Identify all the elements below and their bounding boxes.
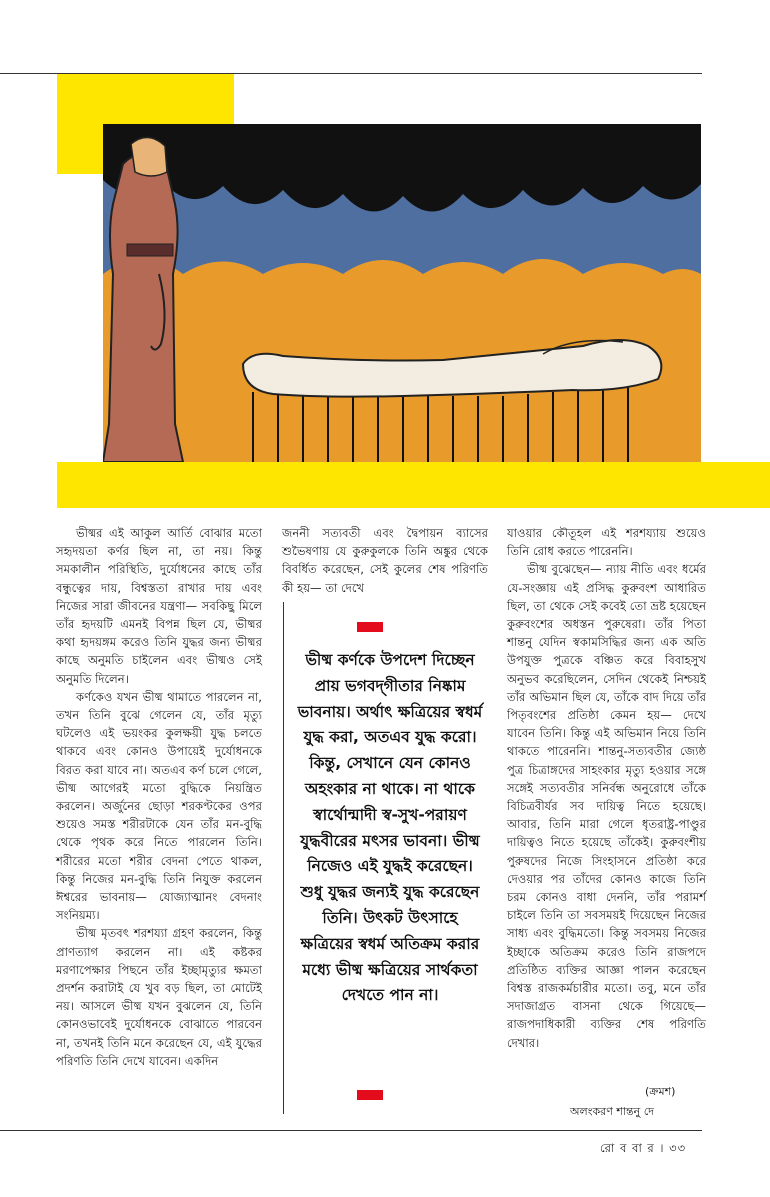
- illustration-bhishma-deathbed: [103, 124, 701, 462]
- column3-paragraph-1: যাওয়ার কৌতূহল এই শরশয্যায় শুয়েও তিনি রোধ করতে পারেননি।: [507, 526, 706, 559]
- pullquote-text: ভীষ্ম কর্ণকে উপদেশ দিচ্ছেন প্রায় ভগবদ্‌গীতার নিষ্কাম ভাবনায়। অর্থাৎ ক্ষত্রিয়ের স্বধর্ম যুদ্ধ করা, অতএব যুদ্ধ করো। কিন্তু, সেখানে যেন কোনও অহংকার না থাকে। না থাকে স্বার্থোন্মাদী স্ব-সুখ-পরায়ণ যুদ্ধবীরের মৎসর ভাবনা। ভীষ্ম নিজেও এই যুদ্ধই করেছেন। শুধু যুদ্ধর জন্যই যুদ্ধ করেছেন তিনি। উৎকট উৎসাহে ক্ষত্রিয়ের স্বধর্ম অতিক্রম করার মধ্যে ভীষ্ম ক্ষত্রিয়ের সার্থকতা দেখতে পান না।: [297, 651, 483, 1005]
- column3-paragraph-2: ভীষ্ম বুঝেছেন— ন্যায় নীতি এবং ধর্মের যে-সংজ্ঞায় এই প্রসিদ্ধ কুরুবংশ আধারিত ছিল, তা থেকে সেই কবেই তো ভ্রষ্ট হয়েছেন কুরুবংশের অধস্তন পুরুষেরা। তাঁর পিতা শান্তনু যেদিন স্বকামসিদ্ধির জন্য এক অতি উপযুক্ত পুত্রকে বঞ্চিত করে বিবাহসুখ অনুভব করেছিলেন, সেদিন থেকেই নিশ্চয়ই তাঁর অভিমান ছিল যে, তাঁকে বাদ দিয়ে তাঁর পিতৃবংশের প্রতিষ্ঠা কেমন হয়— দেখে যাবেন তিনি। কিন্তু এই অভিমান নিয়ে তিনি থাকতে পারেননি। শান্তনু-সত্যবতীর জ্যেষ্ঠ পুত্র চিত্রাঙ্গদের সাহংকার মৃত্যু হওয়ার সঙ্গে সঙ্গেই সত্যবতীর সনির্বন্ধ অনুরোধে তাঁকে বিচিত্রবীর্যর সব দায়িত্ব নিতে হয়েছে। আবার, তিনি মারা গেলে ধৃতরাষ্ট্র-পাণ্ডুর দায়িত্বও নিতে হয়েছে তাঁকেই। কুরুবংশীয় পুরুষদের নিজে সিংহাসনে প্রতিষ্ঠা করে দেওয়ার পর তাঁদের কোনও কাজে তিনি চরম কোনও বাধা দেননি, তাঁর পরামর্শ চাইলে তিনি তা সবসময়ই দিয়েছেন নিজের সাধ্য এবং বুদ্ধিমতো। কিন্তু সবসময় নিজের ইচ্ছাকে অতিক্রম করেও তিনি রাজপদে প্রতিষ্ঠিত ব্যক্তির আজ্ঞা পালন করেছেন বিশ্বস্ত রাজকর্মচারীর মতো। তবু, মনে তাঁর সদাজাগ্রত বাসনা থেকে গিয়েছে— রাজপদাধিকারী ব্যক্তির শেষ পরিণতি দেখার।: [507, 562, 706, 1050]
- pullquote-red-bar-bottom: [357, 1090, 383, 1100]
- article-column-2: [282, 524, 488, 597]
- article-column-3: [507, 524, 706, 1052]
- yellow-accent-band-bottom: [57, 462, 770, 508]
- series-continued-note: (ক্রমশ): [645, 1085, 676, 1098]
- bottom-rule: [0, 1130, 702, 1131]
- pullquote-red-bar-top: [357, 622, 383, 632]
- column1-paragraph-2: কর্ণকেও যখন ভীষ্ম থামাতে পারলেন না, তখন তিনি বুঝে গেলেন যে, তাঁর মৃত্যু ঘটলেও এই ভয়ংকর কুলক্ষয়ী যুদ্ধ চলতে থাকবে এবং কোনও উপায়েই দুর্যোধনকে বিরত করা যাবে না। অতএব কর্ণ চলে গেলে, ভীষ্ম আগেরই মতো বুদ্ধিকে নিয়ন্ত্রিত করলেন। অর্জুনের ছোড়া শরকণ্টকের ওপর শুয়েও সমস্ত শরীরটাকে যেন তাঁর মন-বুদ্ধি থেকে পৃথক করে নিতে পারলেন তিনি। শরীরের মতো শরীর বেদনা পেতে থাকল, কিন্তু নিজের মন-বুদ্ধি তিনি নিযুক্ত করলেন ঈশ্বরের ভাবনায়— যোজ্যাত্মানং বেদনাং সংনিয়ম্য।: [56, 689, 262, 923]
- article-column-1: [56, 524, 262, 1070]
- illustration-credit: অলংকরণ শান্তনু দে: [570, 1105, 654, 1118]
- page-footer: রো ব বা র । ৩৩: [600, 1141, 687, 1155]
- column1-paragraph-3: ভীষ্ম মৃতবৎ শরশয্যা গ্রহণ করলেন, কিন্তু প্রাণত্যাগ করলেন না। এই কষ্টকর মরণাপেক্ষার পিছনে তাঁর ইচ্ছামৃত্যুর ক্ষমতা প্রদর্শন করাটাই যে খুব বড় ছিল, তা মোটেই নয়। আসলে ভীষ্ম যখন বুঝলেন যে, তিনি কোনওভাবেই দুর্যোধনকে বোঝাতে পারবেন না, তখনই তিনি মনে করেছেন যে, এই যুদ্ধের পরিণতি তিনি দেখে যাবেন। একদিন: [56, 926, 262, 1068]
- column2-paragraph-1: জননী সত্যবতী এবং দ্বৈপায়ন ব্যাসের শুভৈষণায় যে কুরুকুলকে তিনি অঙ্কুর থেকে বিবর্ধিত করেছেন, সেই কুলের শেষ পরিণতি কী হয়— তা দেখে: [282, 526, 488, 595]
- column1-paragraph-1: ভীষ্মর এই আকুল আর্তি বোঝার মতো সহৃদয়তা কর্ণর ছিল না, তা নয়। কিন্তু সমকালীন পরিস্থিতি, দুর্যোধনের কাছে তাঁর বন্ধুত্বের দায়, বিশ্বস্ততা রাখার দায় এবং নিজের সারা জীবনের যন্ত্রণা— সবকিছু মিলে তাঁর হৃদয়টি এমনই বিপন্ন ছিল যে, ভীষ্মর কথা হৃদয়ঙ্গম করেও তিনি যুদ্ধর জন্য ভীষ্মর কাছে অনুমতি চাইলেন এবং ভীষ্মও সেই অনুমতি দিলেন।: [56, 526, 262, 686]
